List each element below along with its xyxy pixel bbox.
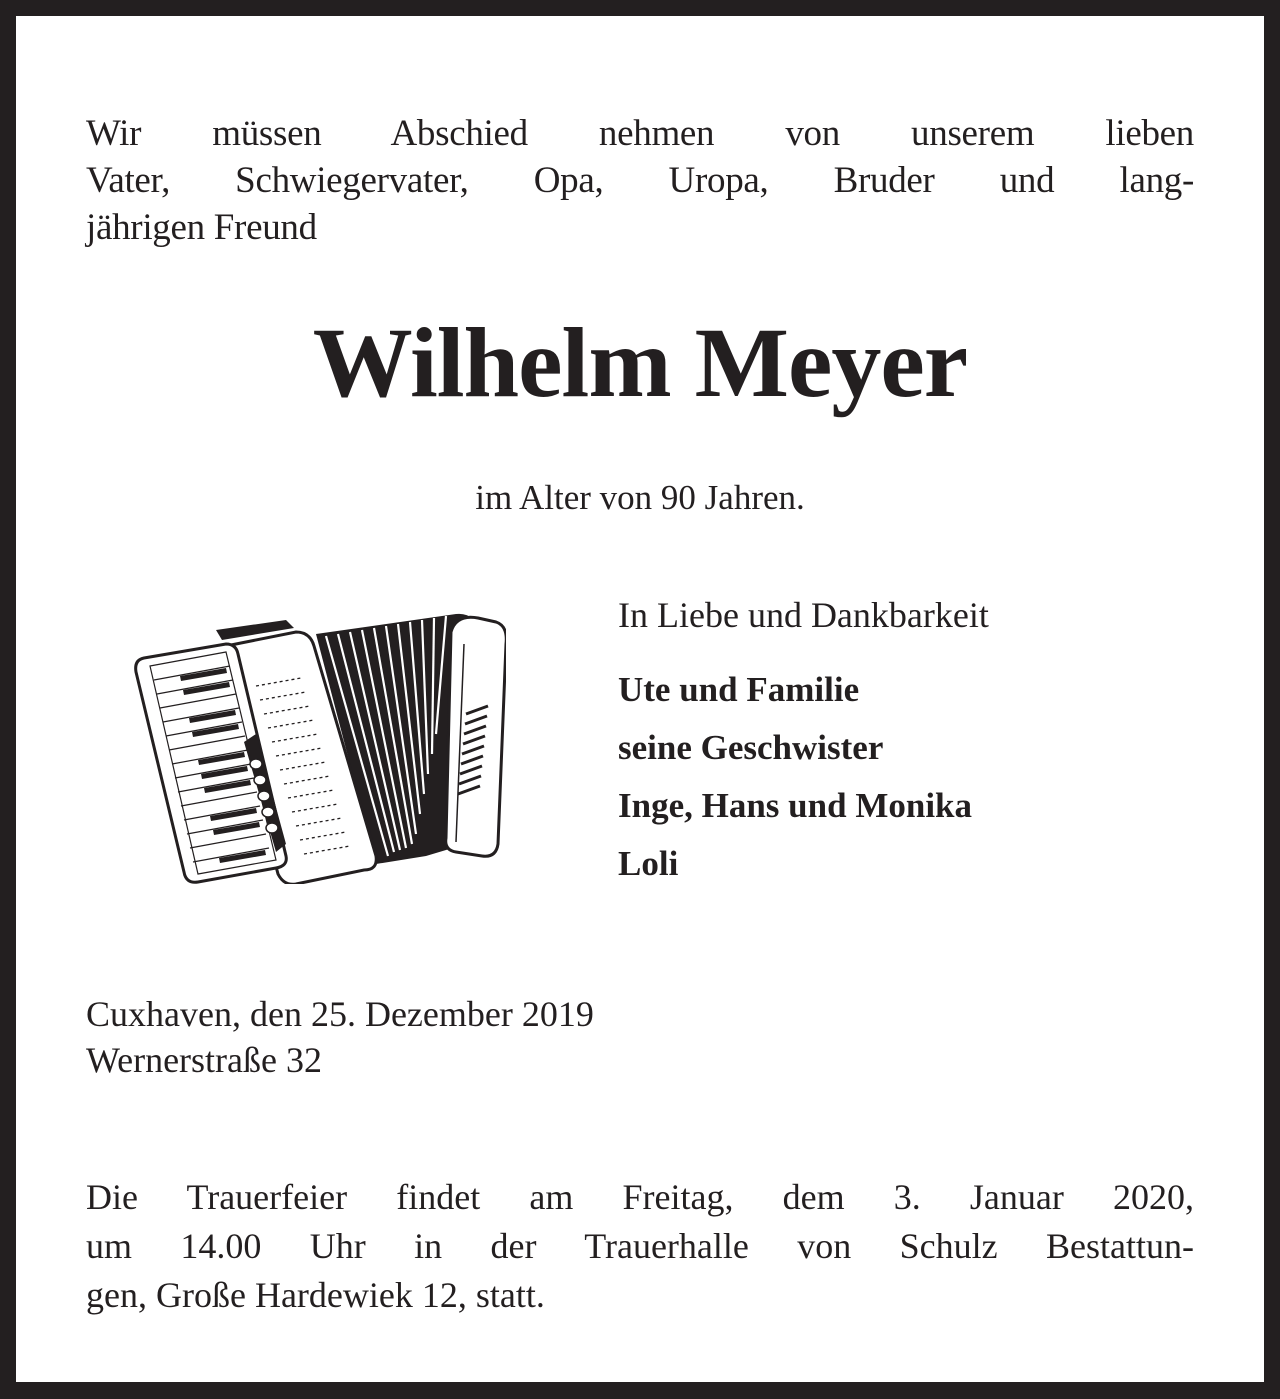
mourners-list <box>618 661 972 893</box>
thanks-line: In Liebe und Dankbarkeit <box>618 595 989 635</box>
place-and-address <box>86 991 594 1083</box>
mourner-item: seine Geschwister <box>618 728 884 767</box>
mourner-item: Inge, Hans und Monika <box>618 786 973 825</box>
intro-paragraph <box>86 110 1194 251</box>
funeral-line: um 14.00 Uhr in der Trauerhalle von Schulz Bestattun- <box>86 1226 1194 1266</box>
intro-line: Wir müssen Abschied nehmen von unserem lieben <box>86 113 1194 154</box>
funeral-info <box>86 1173 1194 1320</box>
place-date: Cuxhaven, den 25. Dezember 2019 <box>86 994 594 1034</box>
mourner-item: Ute und Familie <box>618 670 860 709</box>
intro-line: jährigen Freund <box>86 207 317 248</box>
funeral-line: Die Trauerfeier findet am Freitag, dem 3. Januar 2020, <box>86 1177 1194 1217</box>
intro-line: Vater, Schwiegervater, Opa, Uropa, Bruder und lang- <box>86 160 1194 201</box>
deceased-name: Wilhelm Meyer <box>312 307 968 418</box>
funeral-line: gen, Große Hardewiek 12, statt. <box>86 1275 545 1315</box>
mourner-item: Loli <box>618 844 679 883</box>
obituary-notice <box>16 16 1264 1382</box>
accordion-icon <box>126 594 506 884</box>
age-text: im Alter von 90 Jahren. <box>475 478 805 517</box>
address: Wernerstraße 32 <box>86 1040 322 1080</box>
